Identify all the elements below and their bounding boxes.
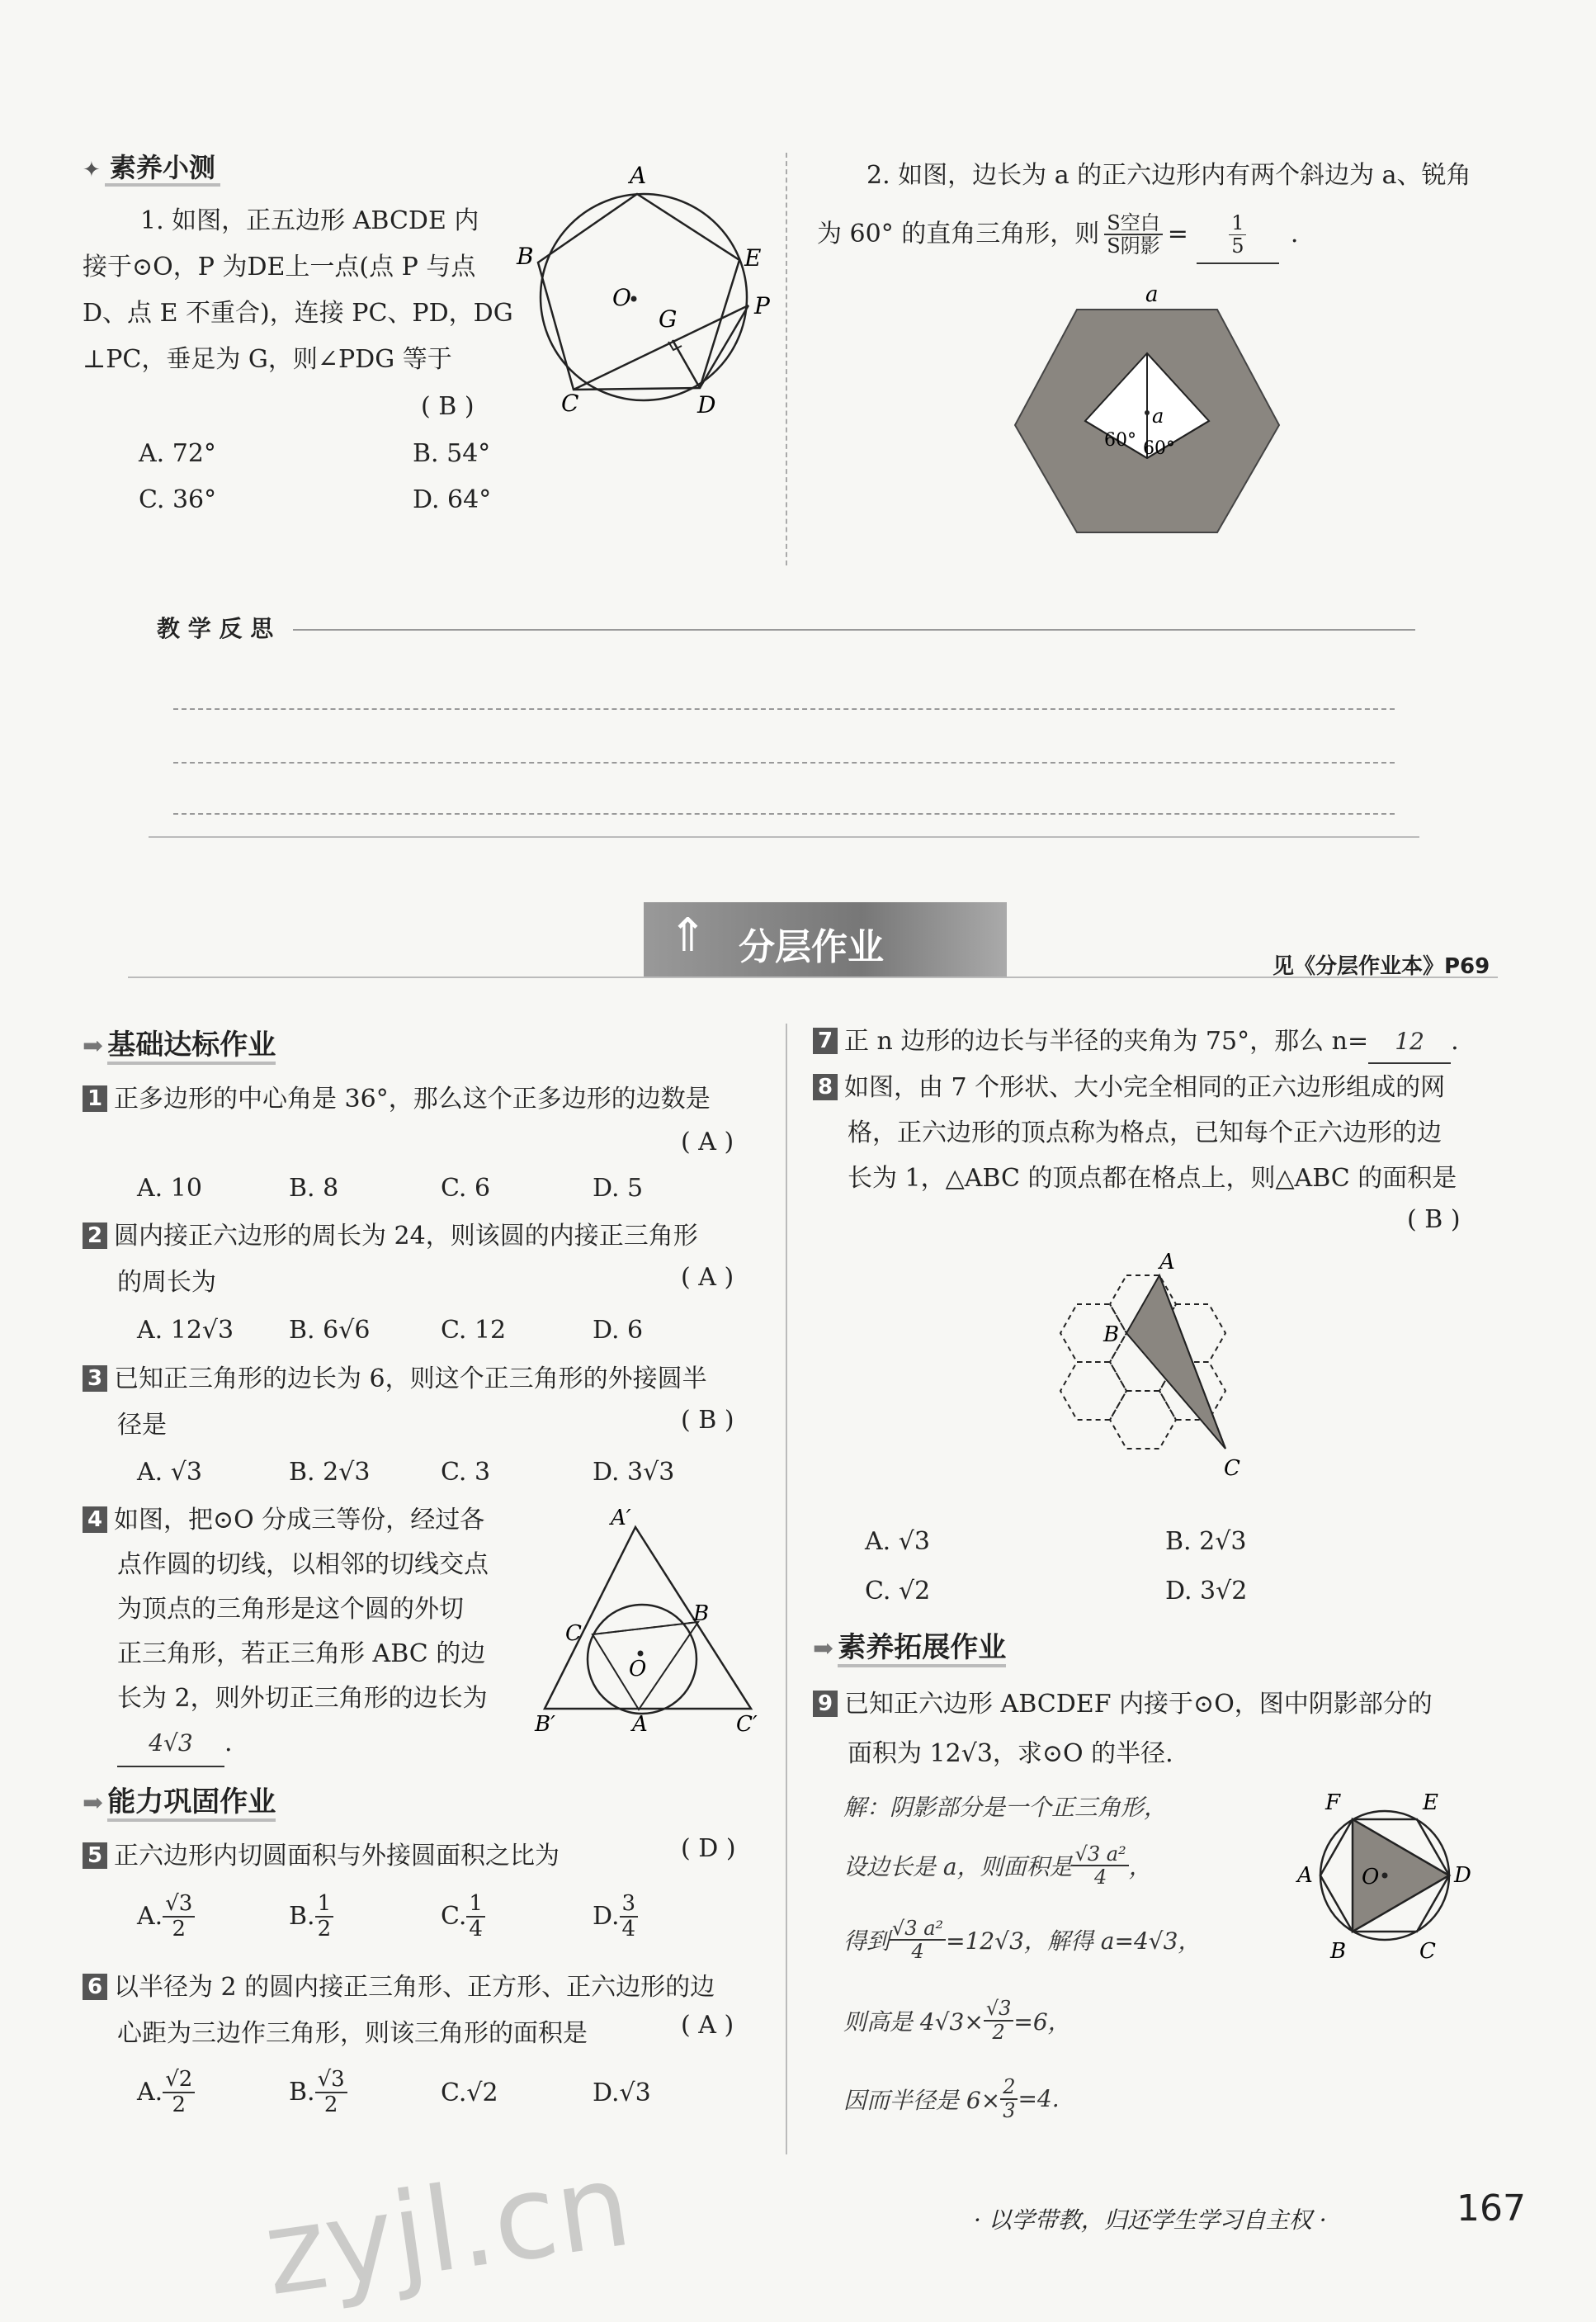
tri-label-c-prime: C′	[736, 1712, 758, 1737]
top-q1-option-b: B. 54°	[413, 439, 491, 468]
footer-slogan: · 以学带教，归还学生学习自主权 ·	[974, 2206, 1327, 2234]
fig-label-p: P	[754, 292, 770, 319]
hexagon-circle-figure	[1279, 1783, 1494, 1981]
left-q5-opt-d: D. $\frac{3}{4}$	[593, 1892, 638, 1941]
tri-label-c: C	[565, 1621, 582, 1646]
left-q1: 1 正多边形的中心角是 36°，那么这个正多边形的边数是	[83, 1077, 767, 1122]
left-q5-answer: ( D )	[681, 1834, 736, 1863]
left-q6-opt-d: D.√3	[593, 2078, 651, 2107]
q9-sol-line1: 解：阴影部分是一个正三角形，	[843, 1794, 1168, 1821]
left-q4: 4 如图，把⊙O 分成三等份，经过各 点作圆的切线，以相邻的切线交点 为顶点的三角形是这个圆的外切 正三角形，若正三角形 ABC 的边 长为 2，则外切正三角形的边长为 4√3 .	[83, 1498, 545, 1767]
hex9-label-o: O	[1362, 1865, 1380, 1889]
left-q6-opt-c: C.√2	[441, 2078, 498, 2107]
fig-label-b: B	[517, 243, 534, 270]
reflection-top-rule	[293, 629, 1415, 631]
left-q6-answer: ( A )	[681, 2011, 734, 2040]
top-section	[0, 0, 1596, 578]
reflection-box	[149, 611, 1419, 838]
top-q1-line3: D、点 E 不重合)，连接 PC、PD，DG	[83, 299, 513, 328]
top-q2-ratio: $\frac{\text{S空白}}{\text{S阴影}}$	[1104, 212, 1162, 258]
q9-sol-line2: 设边长是 a，则面积是 $\frac{\text{√3 a²}}{4}$ ，	[843, 1842, 1152, 1889]
left-q1-opt-a: A. 10	[137, 1174, 202, 1203]
left-q1-opt-c: C. 6	[441, 1174, 491, 1203]
star-icon: ✦	[83, 158, 101, 182]
pentagon-figure	[512, 157, 776, 421]
top-q1-answer: ( B )	[421, 392, 475, 421]
fig-label-o: O	[612, 284, 631, 311]
right-q7-answer: 12	[1368, 1021, 1451, 1064]
grid-label-c: C	[1224, 1456, 1240, 1481]
fig-label-a: A	[630, 162, 647, 189]
grid-label-b: B	[1103, 1322, 1120, 1347]
left-q3-answer: ( B )	[681, 1406, 734, 1435]
top-q2-answer: $\frac{1}{5}$	[1197, 205, 1279, 264]
left-q1-opt-d: D. 5	[593, 1174, 644, 1203]
page-number: 167	[1457, 2187, 1526, 2230]
fig-label-c: C	[561, 390, 579, 417]
hex9-label-c: C	[1419, 1939, 1436, 1964]
hex-angle-left: 60°	[1104, 430, 1136, 451]
right-q8-opt-b: B. 2√3	[1165, 1527, 1247, 1556]
top-q2-line2: 为 60° 的直角三角形，则 $\frac{\text{S空白}}{\text{S阴影}}$ = $\frac{1}{5}$ .	[817, 205, 1527, 264]
layer-banner	[644, 902, 1007, 977]
tri-label-a-prime: A′	[611, 1506, 631, 1530]
basic-section-header: ➡ 基础达标作业	[83, 1022, 276, 1062]
tri-label-b: B	[693, 1601, 710, 1626]
hex-label-a-mid: a	[1152, 404, 1164, 428]
fig-label-g: G	[659, 305, 678, 333]
left-q3-opt-d: D. 3√3	[593, 1458, 675, 1487]
top-q1-text	[83, 198, 528, 383]
arrow-right-icon: ➡	[813, 1634, 834, 1663]
left-q5-opt-b: B. $\frac{1}{2}$	[289, 1892, 333, 1941]
fig-label-e: E	[744, 244, 762, 272]
arrow-right-icon: ➡	[83, 1789, 104, 1818]
right-q8: 8 如图，由 7 个形状、大小完全相同的正六边形组成的网 格，正六边形的顶点称为格点，已知每个正六边形的边 长为 1，△ABC 的顶点都在格点上，则△ABC 的面积是	[813, 1065, 1498, 1201]
hex9-label-f: F	[1325, 1790, 1341, 1815]
hex9-label-d: D	[1454, 1863, 1471, 1888]
right-q8-opt-d: D. 3√2	[1165, 1577, 1248, 1606]
left-q1-answer: ( A )	[681, 1128, 734, 1156]
top-q1-line2: 接于⊙O，P 为DE上一点(点 P 与点	[83, 253, 476, 281]
top-q1-line1: 1. 如图，正五边形 ABCDE 内	[140, 206, 479, 235]
column-divider	[786, 1024, 787, 2154]
reflection-title: 教 学 反 思	[157, 615, 274, 642]
q9-sol-line4: 则高是 4√3× $\frac{√3}{2}$ =6，	[843, 1997, 1071, 2044]
left-q6-opt-a: A. $\frac{√2}{2}$	[137, 2068, 195, 2116]
left-q5: 5 正六边形内切圆面积与外接圆面积之比为	[83, 1834, 767, 1879]
right-q8-opt-c: C. √2	[865, 1577, 931, 1606]
ability-section-header: ➡ 能力巩固作业	[83, 1779, 276, 1819]
top-q2-line1: 2. 如图，边长为 a 的正六边形内有两个斜边为 a、锐角	[866, 161, 1471, 190]
hex-angle-right: 60°	[1143, 438, 1175, 459]
left-q5-opt-a: A. $\frac{√3}{2}$	[137, 1892, 195, 1941]
top-q2-text	[817, 147, 1527, 264]
layer-ref: 见《分层作业本》P69	[1273, 954, 1490, 979]
left-q6-opt-b: B. $\frac{√3}{2}$	[289, 2068, 347, 2116]
top-q1-option-c: C. 36°	[139, 485, 217, 514]
left-q2-opt-a: A. 12√3	[137, 1316, 234, 1345]
arrow-icon: ⇑	[668, 909, 707, 962]
top-q1-line4: ⊥PC，垂足为 G，则∠PDG 等于	[83, 345, 452, 374]
ext-section-header: ➡ 素养拓展作业	[813, 1624, 1006, 1665]
left-q6: 6 以半径为 2 的圆内接正三角形、正方形、正六边形的边 心距为三边作三角形，则该三角形的面积是	[83, 1965, 767, 2057]
hex9-label-e: E	[1423, 1790, 1438, 1815]
grid-label-a: A	[1159, 1251, 1175, 1274]
section-title-suyang: ✦ 素养小测	[83, 147, 220, 185]
left-q2-opt-d: D. 6	[593, 1316, 644, 1345]
left-q2-answer: ( A )	[681, 1263, 734, 1292]
left-q1-opt-b: B. 8	[289, 1174, 339, 1203]
hex-grid-figure	[1036, 1251, 1275, 1515]
fig-label-d: D	[697, 391, 716, 419]
tri-label-o: O	[629, 1657, 647, 1681]
hex-label-a-top: a	[1145, 282, 1159, 307]
hex9-label-b: B	[1330, 1939, 1347, 1964]
q9-sol-line3: 得到 $\frac{\text{√3 a²}}{4}$ =12√3，解得 a=4√3，	[843, 1916, 1202, 1963]
left-q3: 3 已知正三角形的边长为 6，则这个正三角形的外接圆半 径是	[83, 1356, 767, 1449]
top-q1-option-a: A. 72°	[139, 439, 216, 468]
left-q5-opt-c: C. $\frac{1}{4}$	[441, 1892, 485, 1941]
right-q9: 9 已知正六边形 ABCDEF 内接于⊙O，图中阴影部分的 面积为 12√3，求⊙O 的半径.	[813, 1680, 1498, 1779]
q9-solution	[843, 1783, 1273, 2138]
watermark: zyjl.cn	[256, 2137, 639, 2322]
tri-label-b-prime: B′	[535, 1712, 556, 1737]
left-q4-answer: 4√3	[117, 1721, 224, 1767]
left-q2-opt-b: B. 6√6	[289, 1316, 371, 1345]
layer-banner-title: 分层作业	[739, 926, 884, 968]
left-q2: 2 圆内接正六边形的周长为 24，则该圆的内接正三角形 的周长为	[83, 1213, 767, 1306]
hex9-label-a: A	[1297, 1863, 1313, 1888]
tri-label-a: A	[632, 1712, 648, 1737]
circumscribed-triangle-figure	[528, 1506, 776, 1742]
right-q8-answer: ( B )	[1407, 1205, 1461, 1234]
right-q7: 7 正 n 边形的边长与半径的夹角为 75°，那么 n= 12 .	[813, 1019, 1498, 1064]
left-q3-opt-a: A. √3	[137, 1458, 202, 1487]
top-q1-option-d: D. 64°	[413, 485, 492, 514]
left-q2-opt-c: C. 12	[441, 1316, 507, 1345]
reflection-bottom-rule	[149, 836, 1419, 838]
right-q8-opt-a: A. √3	[865, 1527, 930, 1556]
left-q4-answer-line: 4√3 .	[83, 1721, 545, 1767]
reflection-line-1	[173, 708, 1395, 710]
reflection-line-2	[173, 762, 1395, 764]
left-q3-opt-b: B. 2√3	[289, 1458, 371, 1487]
top-divider	[786, 153, 787, 565]
arrow-right-icon: ➡	[83, 1032, 104, 1061]
reflection-line-3	[173, 813, 1395, 815]
left-q3-opt-c: C. 3	[441, 1458, 491, 1487]
hexagon-figure	[1007, 281, 1287, 545]
q9-sol-line5: 因而半径是 6× $\frac{2}{3}$ =4.	[843, 2075, 1060, 2122]
